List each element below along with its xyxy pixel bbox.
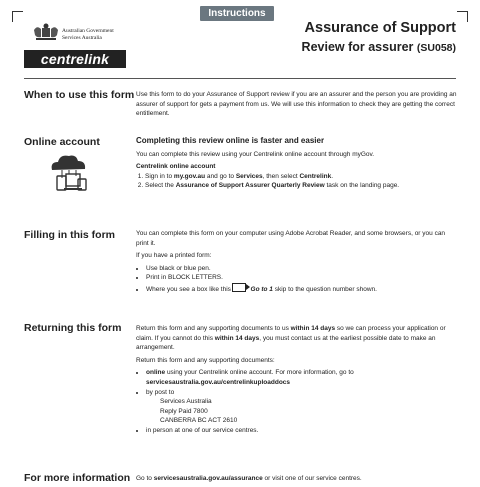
goto-box-icon [232, 283, 246, 292]
section-label-filling: Filling in this form [24, 229, 115, 241]
returning-bullet-post: • by post to Services Australia Reply Paid 7800 CANBERRA BC ACT 2610 [146, 388, 458, 426]
centrelink-logo: centrelink [24, 50, 126, 68]
corner-mark-right [457, 11, 468, 22]
returning-text-2: Return this form and any supporting documents: [136, 356, 275, 364]
online-text: You can complete this review using your Centrelink online account through myGov. [136, 150, 375, 158]
mygov-link[interactable]: my.gov.au [173, 172, 206, 180]
form-code: (SU058) [416, 42, 456, 54]
online-step-2: 2. Select the Assurance of Support Assurer Quarterly Review task on the landing page. [145, 181, 458, 191]
online-heading: Completing this review online is faster and easier [136, 136, 325, 145]
section-when [136, 90, 458, 122]
filling-bullet-1: • Use black or blue pen. [146, 264, 458, 274]
postal-address: Services Australia Reply Paid 7800 CANBERRA BC ACT 2610 [160, 398, 238, 425]
section-label-when: When to use this form [24, 89, 135, 101]
goto-label: Go to 1 [250, 285, 273, 293]
returning-text-1: Return this form and any supporting documents to us within 14 days so we can process your application or claim. If you cannot do this within 14 days, you must contact us at the earliest possible date to make an arrangement. [136, 325, 446, 352]
filling-text-1: You can complete this form on your computer using Adobe Acrobat Reader, and some browsers, or you can print it. [136, 230, 446, 247]
section-label-more: For more information [24, 472, 131, 484]
assurance-link[interactable]: servicesaustralia.gov.au/assurance [153, 475, 263, 482]
filling-bullet-3: • Where you see a box like this Go to 1 skip to the question number shown. [146, 283, 458, 295]
corner-mark-left [12, 11, 23, 22]
section-more [136, 474, 458, 487]
section-label-returning: Returning this form [24, 322, 122, 334]
filling-bullet-2: • Print in BLOCK LETTERS. [146, 273, 458, 283]
section-online [136, 136, 458, 191]
page-subtitle [302, 40, 456, 54]
returning-bullet-online: • online using your Centrelink online account. For more information, go to servicesaustralia.gov.au/centrelinkuploaddocs [146, 368, 458, 387]
section-label-online: Online account [24, 136, 100, 148]
header-divider [24, 78, 456, 79]
government-text [62, 28, 114, 42]
instructions-tab[interactable]: Instructions [200, 6, 274, 21]
upload-docs-link[interactable]: servicesaustralia.gov.au/centrelinkuploaddocs [146, 378, 291, 386]
section-filling [136, 229, 458, 295]
when-text: Use this form to do your Assurance of Support review if you are an assurer and the person you are providing an assurer of support for gets a payment from us. We will use this information to check they are getting the correct entitlement. [136, 91, 457, 118]
more-text: Go to servicesaustralia.gov.au/assurance or visit one of our service centres. [136, 475, 362, 482]
gov-line-2: Services Australia [62, 35, 102, 41]
gov-line-1: Australian Government [62, 28, 114, 34]
online-step-1: 1. Sign in to my.gov.au and go to Services, then select Centrelink. [145, 172, 458, 182]
section-returning [136, 324, 458, 436]
returning-bullet-person: • in person at one of our service centres. [146, 426, 458, 436]
cloud-devices-icon [40, 152, 96, 196]
online-subheading: Centrelink online account [136, 163, 216, 171]
filling-text-2: If you have a printed form: [136, 252, 212, 260]
page-title: Assurance of Support [304, 20, 456, 36]
subtitle-text: Review for assurer [301, 40, 414, 54]
coat-of-arms-icon [32, 22, 60, 42]
